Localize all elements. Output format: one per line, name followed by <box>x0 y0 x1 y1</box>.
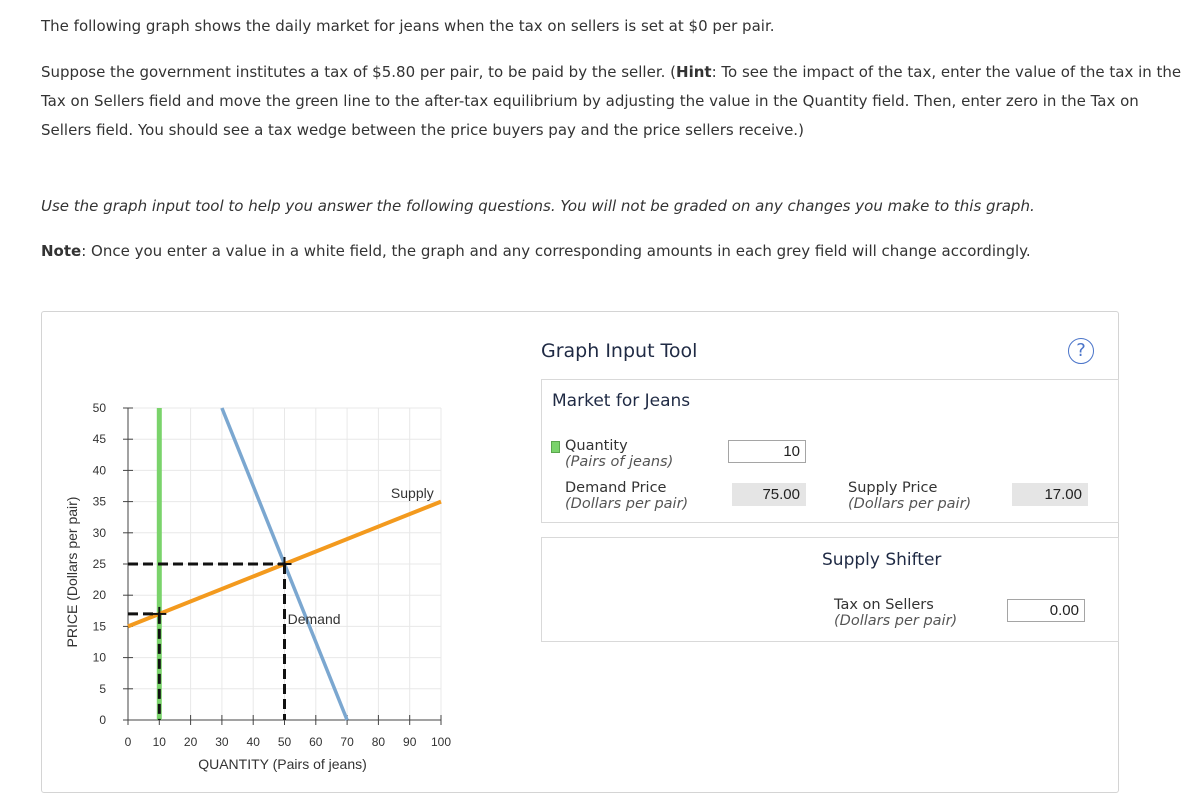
y-tick-label: 25 <box>92 557 106 571</box>
supply-label: Supply <box>390 484 434 501</box>
intro-line-1: The following graph shows the daily market for jeans when the tax on sellers is set at $0 per pair. <box>41 17 775 35</box>
y-tick-label: 30 <box>92 525 106 540</box>
x-axis-label: QUANTITY (Pairs of jeans) <box>198 756 367 772</box>
demand-price-unit: (Dollars per pair) <box>565 496 689 512</box>
y-axis-label: PRICE (Dollars per pair) <box>64 496 80 648</box>
x-tick-label: 100 <box>430 735 452 749</box>
demand-price-label: Demand Price <box>565 480 667 496</box>
y-tick-label: 10 <box>92 650 106 665</box>
y-tick-label: 5 <box>99 681 106 696</box>
tax-label: Tax on Sellers <box>834 597 934 613</box>
graph-input-tool-title: Graph Input Tool <box>541 340 698 362</box>
x-tick-label: 0 <box>124 735 132 749</box>
quantity-swatch-icon <box>551 441 560 453</box>
x-tick-label: 50 <box>277 735 292 749</box>
quantity-input[interactable]: 10 <box>728 440 806 463</box>
supply-price-field: 17.00 <box>1012 483 1088 506</box>
y-tick-label: 20 <box>92 588 106 603</box>
supply-price-label: Supply Price <box>848 480 938 496</box>
tax-label-group <box>834 597 957 629</box>
y-tick-label: 15 <box>92 619 106 634</box>
market-title: Market for Jeans <box>552 391 691 411</box>
x-tick-label: 30 <box>215 735 229 749</box>
y-tick-label: 40 <box>92 463 106 478</box>
supply-shifter-title: Supply Shifter <box>822 550 942 570</box>
x-tick-label: 70 <box>340 735 354 749</box>
hint-label: Hint <box>676 63 712 81</box>
x-tick-label: 10 <box>152 735 166 749</box>
tax-on-sellers-input[interactable]: 0.00 <box>1007 599 1085 622</box>
quantity-label: Quantity <box>565 438 628 454</box>
quantity-label-group <box>565 438 673 470</box>
y-tick-label: 45 <box>92 432 106 447</box>
y-tick-label: 0 <box>99 713 106 727</box>
x-tick-label: 60 <box>309 735 323 749</box>
tax-unit: (Dollars per pair) <box>834 613 958 629</box>
note-body: : Once you enter a value in a white field, the graph and any corresponding amounts in each grey field will change accordingly. <box>81 242 1031 260</box>
x-tick-label: 40 <box>246 735 260 749</box>
x-tick-label: 20 <box>183 735 198 749</box>
help-icon[interactable]: ? <box>1068 338 1094 364</box>
note-label: Note <box>41 242 82 260</box>
intro-line-2-a: Suppose the government institutes a tax of $5.80 per pair, to be paid by the seller. ( <box>41 63 677 81</box>
quantity-unit: (Pairs of jeans) <box>565 454 674 470</box>
supply-price-label-group <box>848 480 971 512</box>
y-tick-label: 35 <box>92 494 106 509</box>
demand-label: Demand <box>287 610 341 627</box>
x-tick-label: 80 <box>371 735 386 749</box>
demand-price-label-group <box>565 480 688 512</box>
demand-price-field: 75.00 <box>732 483 806 506</box>
market-graph[interactable] <box>0 0 540 774</box>
x-tick-label: 90 <box>403 735 417 749</box>
instruction-text: Use the graph input tool to help you answer the following questions. You will not be graded on any changes you make to this graph. <box>41 197 1035 215</box>
intro-line-2-b: : To see the impact of the tax, enter the value of the tax in the Tax on Sellers field and move the green line to the after-tax equilibrium by adjusting the value in the Quantity field. Then, enter zero in the Tax on Sellers field. You should see a tax wedge between the price buyers pay and the price sellers receive.) <box>41 63 1182 139</box>
supply-price-unit: (Dollars per pair) <box>848 496 972 512</box>
y-tick-label: 50 <box>92 401 106 415</box>
